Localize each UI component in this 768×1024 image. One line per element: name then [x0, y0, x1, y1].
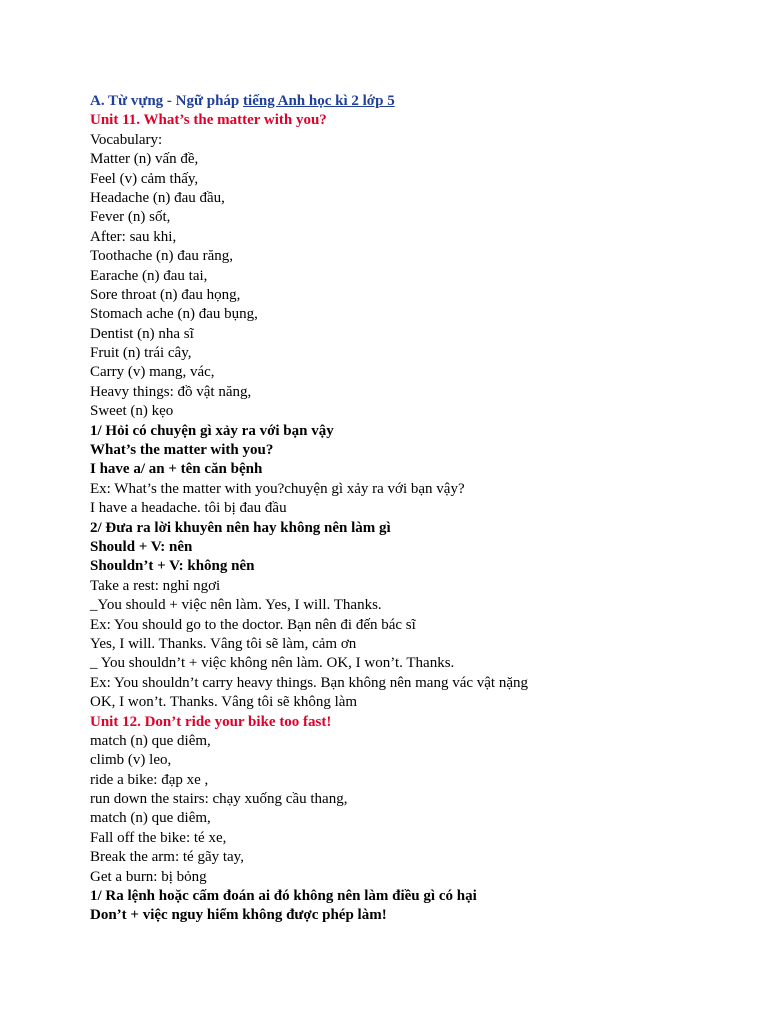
text-line: _You should + việc nên làm. Yes, I will. Thanks.	[90, 597, 382, 614]
unit12-title: Unit 12. Don’t ride your bike too fast!	[90, 713, 332, 730]
text-line: _ You shouldn’t + việc không nên làm. OK, I won’t. Thanks.	[90, 655, 455, 672]
vocab-item: run down the stairs: chạy xuống cầu thang,	[90, 791, 348, 808]
vocab-item: Fever (n) sốt,	[90, 209, 171, 226]
title-link[interactable]: tiếng Anh học kì 2 lớp 5	[243, 93, 395, 109]
example-line: Ex: What’s the matter with you?chuyện gì xảy ra với bạn vậy?	[90, 480, 465, 497]
vocab-item: Toothache (n) đau răng,	[90, 248, 234, 265]
document-title	[90, 92, 730, 111]
text-line: OK, I won’t. Thanks. Vâng tôi sẽ không làm	[90, 694, 358, 711]
vocab-item: climb (v) leo,	[90, 752, 172, 769]
vocab-item: Matter (n) vấn đề,	[90, 151, 199, 168]
text-line: Ex: You should go to the doctor. Bạn nên đi đến bác sĩ	[90, 616, 416, 633]
grammar-question: What’s the matter with you?	[90, 442, 274, 459]
grammar-rule: Shouldn’t + V: không nên	[90, 558, 255, 575]
title-prefix: A. Từ vựng - Ngữ pháp	[90, 93, 244, 109]
text-line: Yes, I will. Thanks. Vâng tôi sẽ làm, cảm ơn	[90, 635, 357, 652]
vocab-item: Fruit (n) trái cây,	[90, 345, 192, 362]
vocabulary-label: Vocabulary:	[90, 131, 163, 148]
unit11-title: Unit 11. What’s the matter with you?	[90, 112, 327, 129]
text-line: Ex: You shouldn’t carry heavy things. Bạn không nên mang vác vật nặng	[90, 674, 528, 691]
vocab-item: match (n) que diêm,	[90, 810, 211, 827]
vocab-item: match (n) que diêm,	[90, 732, 211, 749]
grammar-heading: 1/ Hỏi có chuyện gì xảy ra với bạn vậy	[90, 422, 334, 439]
document-page	[90, 92, 730, 926]
vocab-item: Carry (v) mang, vác,	[90, 364, 215, 381]
vocab-item: Earache (n) đau tai,	[90, 267, 208, 284]
vocab-item: ride a bike: đạp xe ,	[90, 771, 209, 788]
grammar-rule: Don’t + việc nguy hiểm không được phép làm!	[90, 907, 387, 924]
vocab-item: Dentist (n) nha sĩ	[90, 325, 194, 342]
vocab-item: Headache (n) đau đầu,	[90, 189, 225, 206]
vocab-item: Feel (v) cảm thấy,	[90, 170, 199, 187]
vocab-item: Break the arm: té gãy tay,	[90, 849, 244, 866]
vocab-item: Sore throat (n) đau họng,	[90, 286, 241, 303]
text-line: Take a rest: nghỉ ngơi	[90, 577, 221, 594]
vocab-item: After: sau khi,	[90, 228, 177, 245]
vocab-item: Sweet (n) kẹo	[90, 403, 174, 420]
grammar-rule: Should + V: nên	[90, 538, 193, 555]
grammar-heading: 2/ Đưa ra lời khuyên nên hay không nên làm gì	[90, 519, 391, 536]
vocab-item: Fall off the bike: té xe,	[90, 829, 227, 846]
example-line: I have a headache. tôi bị đau đầu	[90, 500, 287, 517]
vocab-item: Get a burn: bị bỏng	[90, 868, 207, 885]
grammar-answer: I have a/ an + tên căn bệnh	[90, 461, 263, 478]
grammar-heading: 1/ Ra lệnh hoặc cấm đoán ai đó không nên làm điều gì có hại	[90, 888, 477, 905]
vocab-item: Stomach ache (n) đau bụng,	[90, 306, 258, 323]
vocab-item: Heavy things: đồ vật năng,	[90, 383, 252, 400]
